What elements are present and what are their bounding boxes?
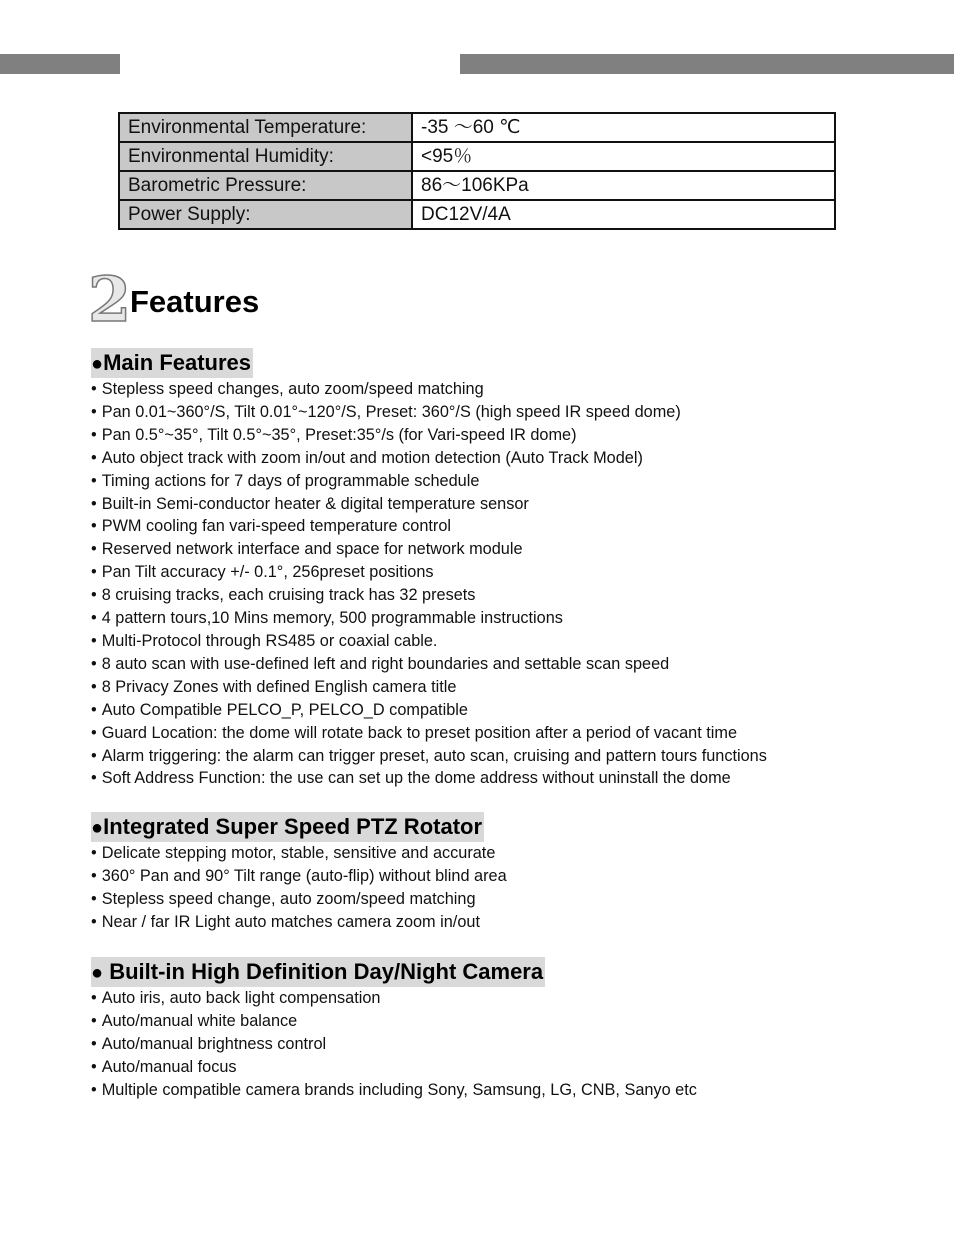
bullet-dot-icon: ● — [91, 817, 104, 839]
list-item — [91, 515, 931, 538]
header-bar-left — [0, 54, 120, 74]
bullet-icon: • — [91, 517, 97, 536]
list-item — [91, 607, 931, 630]
list-item — [91, 1010, 931, 1033]
list-item — [91, 653, 931, 676]
table-row — [119, 142, 835, 171]
bullet-icon: • — [91, 866, 97, 885]
list-item — [91, 630, 931, 653]
subheading-text: Main Features — [103, 350, 252, 375]
list-item-text: Built-in Semi-conductor heater & digital temperature sensor — [101, 494, 529, 513]
subheading-main-features — [91, 348, 253, 378]
list-item-text: Soft Address Function: the use can set up the dome address without uninstall the dome — [101, 769, 731, 788]
list-item-text: Alarm triggering: the alarm can trigger preset, auto scan, cruising and pattern tours functions — [101, 746, 767, 765]
list-item — [91, 699, 931, 722]
list-item-text: Near / far IR Light auto matches camera zoom in/out — [101, 912, 480, 931]
list-item — [91, 676, 931, 699]
list-item — [91, 911, 931, 934]
list-item — [91, 378, 931, 401]
bullet-icon: • — [91, 1011, 97, 1030]
bullet-icon: • — [91, 471, 97, 490]
spec-value: DC12V/4A — [412, 200, 835, 229]
list-item-text: Stepless speed change, auto zoom/speed matching — [101, 889, 476, 908]
spec-value: 86～106KPa — [412, 171, 835, 200]
list-item — [91, 722, 931, 745]
bullet-icon: • — [91, 1034, 97, 1053]
list-item — [91, 401, 931, 424]
bullet-icon: • — [91, 380, 97, 398]
list-item-text: Multi-Protocol through RS485 or coaxial cable. — [101, 631, 438, 650]
list-item — [91, 424, 931, 447]
list-item-text: Multiple compatible camera brands including Sony, Samsung, LG, CNB, Sanyo etc — [101, 1080, 697, 1099]
list-item — [91, 470, 931, 493]
bullet-icon: • — [91, 844, 97, 862]
bullet-icon: • — [91, 540, 97, 559]
list-item — [91, 865, 931, 888]
list-item — [91, 584, 931, 607]
bullet-icon: • — [91, 1080, 97, 1099]
header-bar-right — [460, 54, 954, 74]
list-item-text: Pan Tilt accuracy +/- 0.1°, 256preset positions — [101, 563, 434, 582]
list-item-text: PWM cooling fan vari-speed temperature control — [101, 517, 452, 536]
list-item — [91, 447, 931, 470]
list-item — [91, 561, 931, 584]
list-item — [91, 767, 931, 790]
list-item — [91, 888, 931, 911]
list-item-text: Timing actions for 7 days of programmable schedule — [101, 471, 480, 490]
list-item-text: Auto/manual focus — [101, 1057, 237, 1076]
bullet-icon: • — [91, 631, 97, 650]
table-row — [119, 171, 835, 200]
bullet-icon: • — [91, 563, 97, 582]
bullet-icon: • — [91, 448, 97, 467]
list-item — [91, 493, 931, 516]
bullet-dot-icon: ● — [91, 962, 104, 984]
bullet-icon: • — [91, 1057, 97, 1076]
environment-spec-table — [118, 112, 836, 230]
bullet-icon: • — [91, 912, 97, 931]
list-item-text: Auto/manual brightness control — [101, 1034, 327, 1053]
bullet-dot-icon: ● — [91, 353, 104, 375]
spec-label: Environmental Humidity: — [119, 142, 412, 171]
spec-label: Power Supply: — [119, 200, 412, 229]
subheading-day-night-camera — [91, 957, 545, 987]
main-features-list — [91, 378, 931, 790]
list-item-text: Auto object track with zoom in/out and motion detection (Auto Track Model) — [101, 448, 643, 467]
bullet-icon: • — [91, 746, 97, 765]
list-item — [91, 1079, 931, 1102]
list-item — [91, 987, 931, 1010]
ptz-rotator-list — [91, 842, 931, 934]
list-item — [91, 842, 931, 865]
bullet-icon: • — [91, 677, 97, 696]
list-item-text: Auto Compatible PELCO_P, PELCO_D compatible — [101, 700, 468, 719]
subheading-text: Integrated Super Speed PTZ Rotator — [103, 814, 483, 839]
list-item-text: Guard Location: the dome will rotate back to preset position after a period of vacant time — [101, 723, 738, 742]
spec-label: Environmental Temperature: — [119, 113, 412, 142]
list-item — [91, 1056, 931, 1079]
list-item-text: 4 pattern tours,10 Mins memory, 500 programmable instructions — [101, 609, 563, 628]
list-item-text: Auto iris, auto back light compensation — [101, 989, 381, 1007]
spec-value: <95％ — [412, 142, 835, 171]
bullet-icon: • — [91, 494, 97, 513]
spec-label: Barometric Pressure: — [119, 171, 412, 200]
list-item — [91, 745, 931, 768]
list-item — [91, 538, 931, 561]
list-item-text: 360° Pan and 90° Tilt range (auto-flip) without blind area — [101, 866, 507, 885]
list-item — [91, 1033, 931, 1056]
list-item-text: 8 Privacy Zones with defined English camera title — [101, 677, 457, 696]
section-title: Features — [130, 284, 260, 319]
bullet-icon: • — [91, 889, 97, 908]
list-item-text: Stepless speed changes, auto zoom/speed matching — [101, 380, 484, 398]
bullet-icon: • — [91, 402, 97, 421]
list-item-text: Pan 0.01~360°/S, Tilt 0.01°~120°/S, Preset: 360°/S (high speed IR speed dome) — [101, 402, 681, 421]
bullet-icon: • — [91, 586, 97, 605]
section-number: 2 — [88, 263, 132, 336]
spec-value: -35 ～60 ℃ — [412, 113, 835, 142]
list-item-text: 8 cruising tracks, each cruising track has 32 presets — [101, 586, 476, 605]
bullet-icon: • — [91, 654, 97, 673]
list-item-text: Reserved network interface and space for network module — [101, 540, 523, 559]
list-item-text: 8 auto scan with use-defined left and right boundaries and settable scan speed — [101, 654, 670, 673]
bullet-icon: • — [91, 723, 97, 742]
bullet-icon: • — [91, 700, 97, 719]
list-item-text: Auto/manual white balance — [101, 1011, 298, 1030]
list-item-text: Delicate stepping motor, stable, sensitive and accurate — [101, 844, 496, 862]
subheading-text: Built-in High Definition Day/Night Camera — [103, 959, 544, 984]
bullet-icon: • — [91, 769, 97, 788]
list-item-text: Pan 0.5°~35°, Tilt 0.5°~35°, Preset:35°/s (for Vari-speed IR dome) — [101, 425, 577, 444]
table-row — [119, 113, 835, 142]
bullet-icon: • — [91, 425, 97, 444]
bullet-icon: • — [91, 609, 97, 628]
subheading-ptz-rotator — [91, 812, 484, 842]
bullet-icon: • — [91, 989, 97, 1007]
camera-features-list — [91, 987, 931, 1102]
table-row — [119, 200, 835, 229]
